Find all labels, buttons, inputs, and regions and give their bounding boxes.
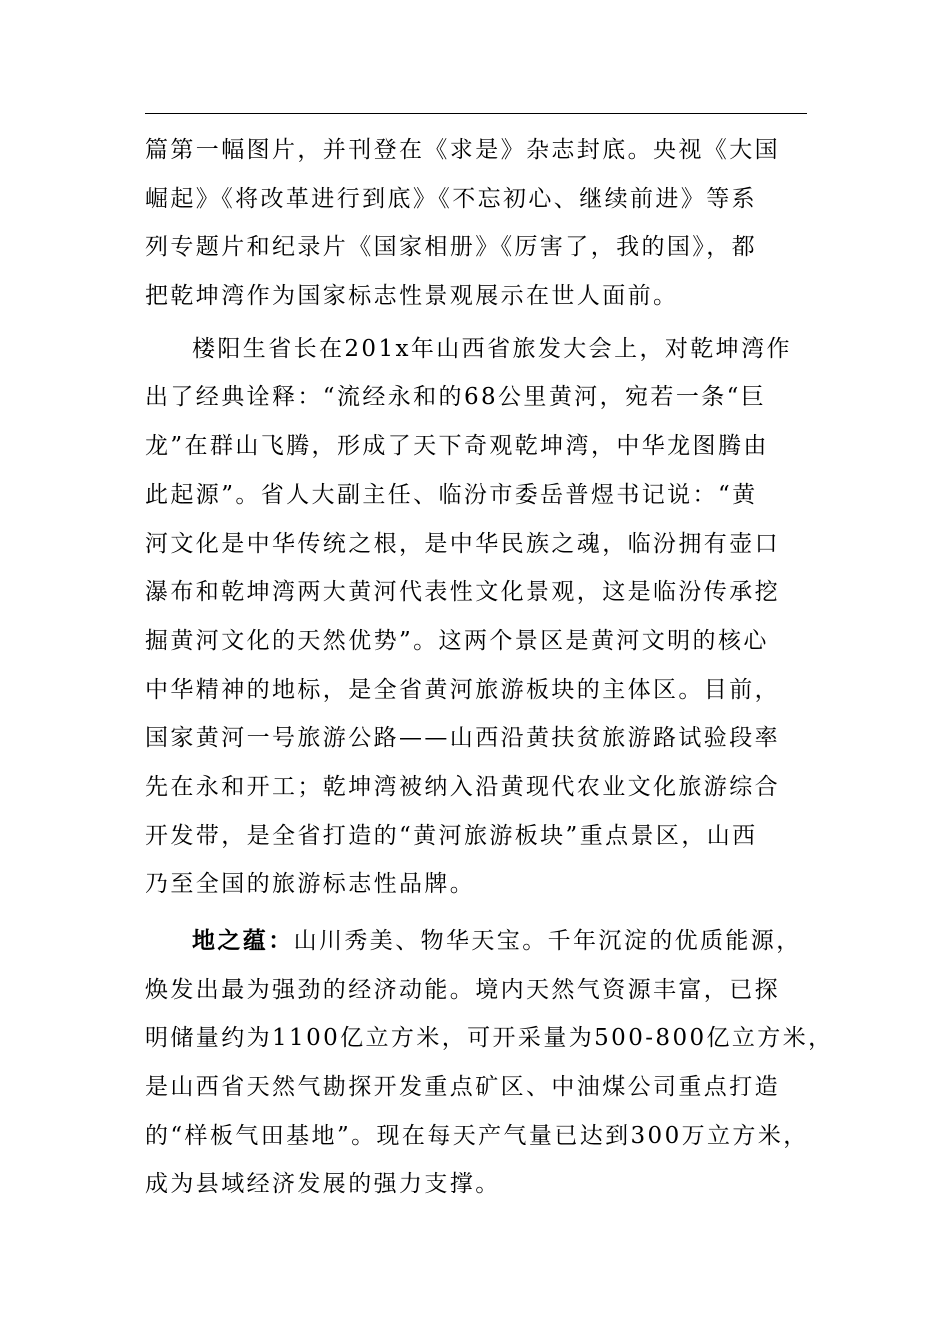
text-line: 的“样板气田基地”。现在每天产气量已达到300万立方米，: [145, 1122, 809, 1149]
text-line: 崛起》《将改革进行到底》《不忘初心、继续前进》等系: [145, 185, 757, 212]
text-line: 把乾坤湾作为国家标志性景观展示在世人面前。: [145, 283, 679, 310]
paragraph-continuation: [145, 126, 807, 321]
text-line: 掘黄河文化的天然优势”。这两个景区是黄河文明的核心: [145, 627, 769, 654]
text-line: 明储量约为1100亿立方米，可开采量为500-800亿立方米，: [145, 1025, 834, 1052]
text-line: 河文化是中华传统之根，是中华民族之魂，临汾拥有壶口: [145, 530, 780, 557]
text-line: 出了经典诠释：“流经永和的68公里黄河，宛若一条“巨: [145, 384, 767, 411]
text-line-first: [145, 917, 807, 966]
paragraph-lead-heading: 地之蕴：: [192, 927, 294, 954]
text-line: 成为县域经济发展的强力支撑。: [145, 1171, 501, 1198]
text-line: 先在永和开工；乾坤湾被纳入沿黄现代农业文化旅游综合: [145, 773, 780, 800]
text-line: 篇第一幅图片，并刊登在《求是》杂志封底。央视《大国: [145, 137, 780, 163]
header-rule: [145, 113, 807, 114]
paragraph-land-resources: [145, 917, 834, 1209]
text-line-rest: 山川秀美、物华天宝。千年沉淀的优质能源，: [293, 928, 802, 954]
text-line: 是山西省天然气勘探开发重点矿区、中油煤公司重点打造: [145, 1074, 780, 1101]
text-line: 焕发出最为强劲的经济动能。境内天然气资源丰富，已探: [145, 976, 780, 1003]
text-line: 瀑布和乾坤湾两大黄河代表性文化景观，这是临汾传承挖: [145, 579, 780, 606]
text-line: 中华精神的地标，是全省黄河旅游板块的主体区。目前，: [145, 676, 780, 703]
text-line: 乃至全国的旅游标志性品牌。: [145, 871, 476, 898]
text-line: 此起源”。省人大副主任、临汾市委岳普煜书记说：“黄: [145, 481, 758, 508]
text-line: 楼阳生省长在201x年山西省旅发大会上，对乾坤湾作: [192, 335, 792, 362]
paragraph-governor-quote: [145, 325, 807, 909]
text-line: 龙”在群山飞腾，形成了天下奇观乾坤湾，中华龙图腾由: [145, 433, 769, 460]
text-line: 开发带，是全省打造的“黄河旅游板块”重点景区，山西: [145, 822, 758, 849]
body-text: [145, 126, 834, 1209]
text-line: 国家黄河一号旅游公路——山西沿黄扶贫旅游路试验段率: [145, 725, 780, 752]
text-line: 列专题片和纪录片《国家相册》《厉害了，我的国》，都: [145, 234, 757, 261]
